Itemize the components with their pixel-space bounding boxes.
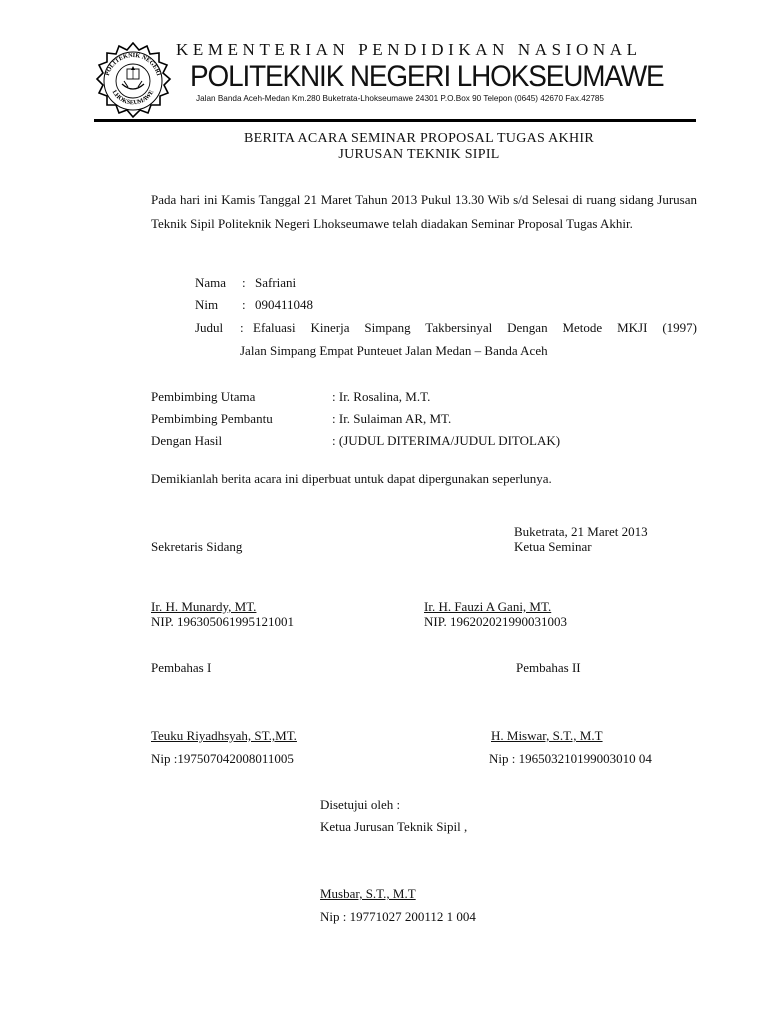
examiner2-nip: Nip : 196503210199003010 04	[489, 751, 652, 766]
chair-role: Ketua Seminar	[514, 539, 592, 554]
logo-text-top: POLITEKNIK NEGERI	[103, 51, 163, 77]
polytechnic-emblem-icon	[94, 42, 172, 120]
main-supervisor-label: Pembimbing Utama	[151, 389, 256, 404]
assistant-supervisor-label: Pembimbing Pembantu	[151, 411, 273, 426]
department-head-role: Ketua Jurusan Teknik Sipil ,	[320, 819, 468, 834]
thesis-title-line2: Jalan Simpang Empat Punteuet Jalan Medan – Banda Aceh	[240, 343, 548, 358]
thesis-title-separator: :	[240, 320, 244, 335]
student-nim: 090411048	[255, 297, 314, 312]
secretary-role: Sekretaris Sidang	[151, 539, 243, 554]
secretary-nip: NIP. 196305061995121001	[151, 614, 295, 629]
nim-label: Nim	[195, 297, 219, 312]
department-head-nip: Nip : 19771027 200112 1 004	[320, 909, 476, 924]
examiner1-name: Teuku Riyadhsyah, ST.,MT.	[151, 728, 297, 743]
examiner1-nip: Nip :197507042008011005	[151, 751, 294, 766]
name-separator: :	[242, 275, 246, 290]
nim-separator: :	[242, 297, 246, 312]
place-date: Buketrata, 21 Maret 2013	[514, 524, 648, 539]
approval-label: Disetujui oleh :	[320, 797, 401, 812]
thesis-title-label: Judul	[195, 320, 224, 335]
chair-name: Ir. H. Fauzi A Gani, MT.	[424, 599, 552, 614]
examiner1-role: Pembahas I	[151, 660, 212, 675]
examiner2-role: Pembahas II	[516, 660, 581, 675]
assistant-supervisor-value: : Ir. Sulaiman AR, MT.	[332, 411, 452, 426]
document-title: BERITA ACARA SEMINAR PROPOSAL TUGAS AKHIR	[244, 131, 594, 146]
ministry-name: KEMENTERIAN PENDIDIKAN NASIONAL	[176, 40, 642, 59]
institution-name: POLITEKNIK NEGERI LHOKSEUMAWE	[190, 60, 664, 93]
student-name: Safriani	[255, 275, 297, 290]
logo-text-bottom: LHOKSEUMAWE	[110, 89, 156, 107]
document-subtitle: JURUSAN TEKNIK SIPIL	[338, 147, 500, 162]
main-supervisor-value: : Ir. Rosalina, M.T.	[332, 389, 431, 404]
institution-address: Jalan Banda Aceh-Medan Km.280 Buketrata-Lhokseumawe 24301 P.O.Box 90 Telepon (0645) 42670 Fax.42785	[196, 94, 604, 103]
department-head-name: Musbar, S.T., M.T	[320, 886, 416, 901]
chair-nip: NIP. 196202021990031003	[424, 614, 568, 629]
examiner2-name: H. Miswar, S.T., M.T	[491, 728, 603, 743]
name-label: Nama	[195, 275, 227, 290]
header-divider	[94, 119, 696, 122]
secretary-name: Ir. H. Munardy, MT.	[151, 599, 257, 614]
thesis-title-line1: Efaluasi Kinerja Simpang Takbersinyal Dengan Metode MKJI (1997)	[253, 320, 697, 335]
result-value: : (JUDUL DITERIMA/JUDUL DITOLAK)	[332, 433, 561, 448]
result-label: Dengan Hasil	[151, 433, 223, 448]
intro-paragraph: Pada hari ini Kamis Tanggal 21 Maret Tahun 2013 Pukul 13.30 Wib s/d Selesai di ruang sidang Jurusan Teknik Sipil Politeknik Negeri Lhokseumawe telah diadakan Seminar Proposal Tugas Akhir.	[151, 192, 697, 231]
closing-statement: Demikianlah berita acara ini diperbuat untuk dapat dipergunakan seperlunya.	[151, 471, 552, 486]
